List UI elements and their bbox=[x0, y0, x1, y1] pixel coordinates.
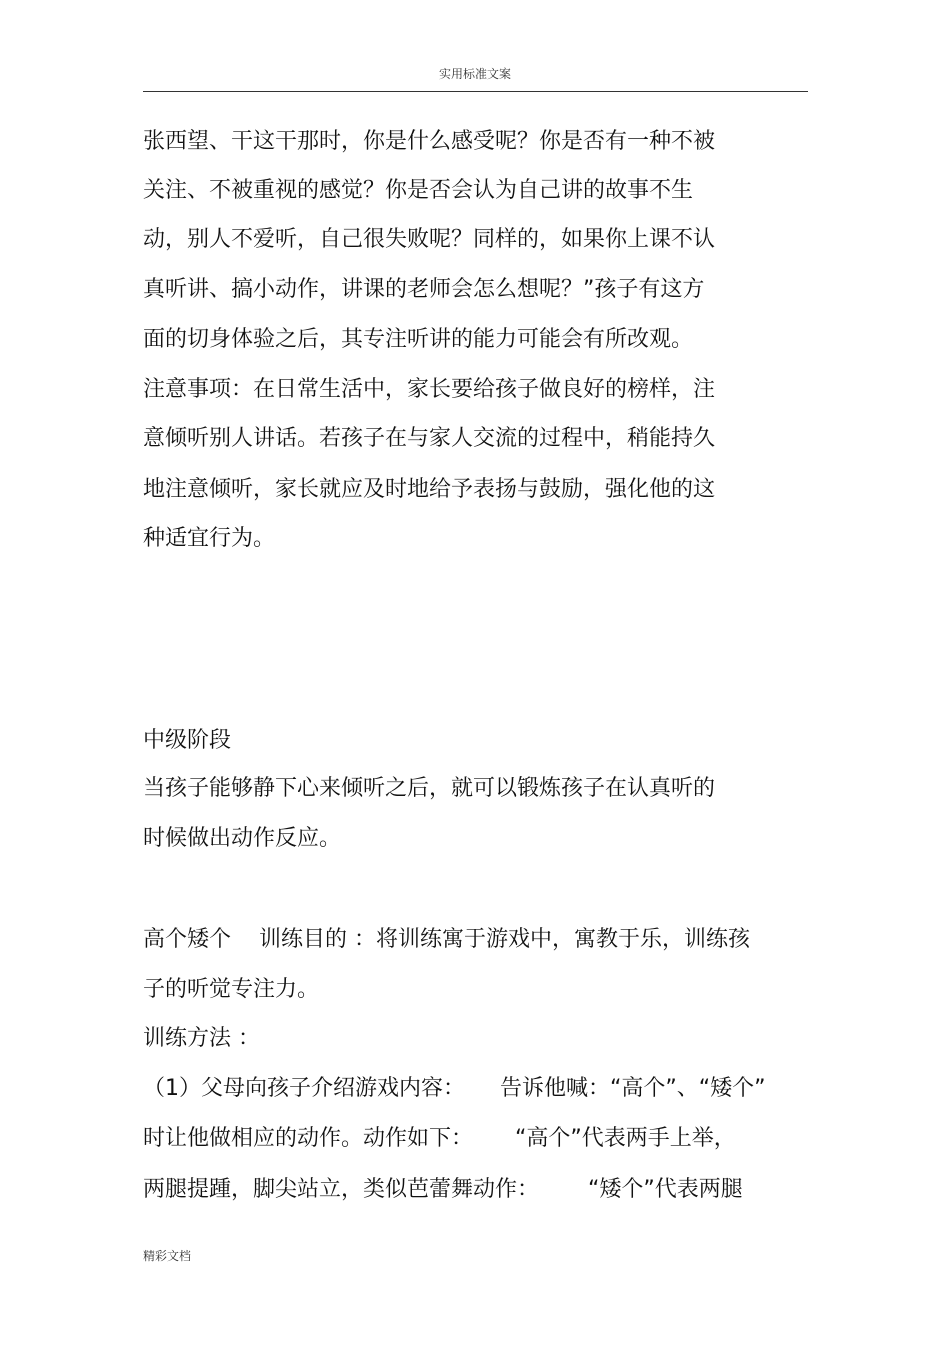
header-divider bbox=[143, 91, 808, 92]
step-line: （1）父母向孩子介绍游戏内容： 告诉他喊：“高个”、“矮个” bbox=[143, 1076, 766, 1101]
body-line: 关注、不被重视的感觉？你是否会认为自己讲的故事不生 bbox=[143, 178, 694, 203]
exercise-title-line: 高个矮个 训练目的 ：将训练寓于游戏中，寓教于乐，训练孩 bbox=[143, 927, 750, 952]
notes-line: 注意事项：在日常生活中，家长要给孩子做良好的榜样，注 bbox=[143, 377, 716, 402]
body-line: 子的听觉专注力。 bbox=[143, 977, 320, 1002]
body-line: 意倾听别人讲话。若孩子在与家人交流的过程中，稍能持久 bbox=[143, 426, 716, 451]
body-line: 时候做出动作反应。 bbox=[143, 826, 342, 851]
section-heading: 中级阶段 bbox=[143, 728, 232, 753]
header-title: 实用标准文案 bbox=[438, 67, 511, 81]
body-line: 动，别人不爱听，自己很失败呢？同样的，如果你上课不认 bbox=[143, 227, 716, 252]
body-line: 两腿提踵，脚尖站立，类似芭蕾舞动作： “矮个”代表两腿 bbox=[143, 1177, 743, 1202]
body-line: 地注意倾听，家长就应及时地给予表扬与鼓励，强化他的这 bbox=[143, 477, 716, 502]
body-line: 当孩子能够静下心来倾听之后，就可以锻炼孩子在认真听的 bbox=[143, 776, 716, 801]
page-footer: 精彩文档 bbox=[143, 1249, 192, 1263]
body-line: 种适宜行为。 bbox=[143, 526, 276, 551]
body-line: 真听讲、搞小动作，讲课的老师会怎么想呢？”孩子有这方 bbox=[143, 277, 705, 302]
body-line: 张西望、干这干那时，你是什么感受呢？你是否有一种不被 bbox=[143, 129, 716, 154]
method-heading: 训练方法 ： bbox=[143, 1026, 260, 1051]
body-line: 时让他做相应的动作。动作如下： “高个”代表两手上举， bbox=[143, 1126, 736, 1151]
body-line: 面的切身体验之后，其专注听讲的能力可能会有所改观。 bbox=[143, 327, 694, 352]
